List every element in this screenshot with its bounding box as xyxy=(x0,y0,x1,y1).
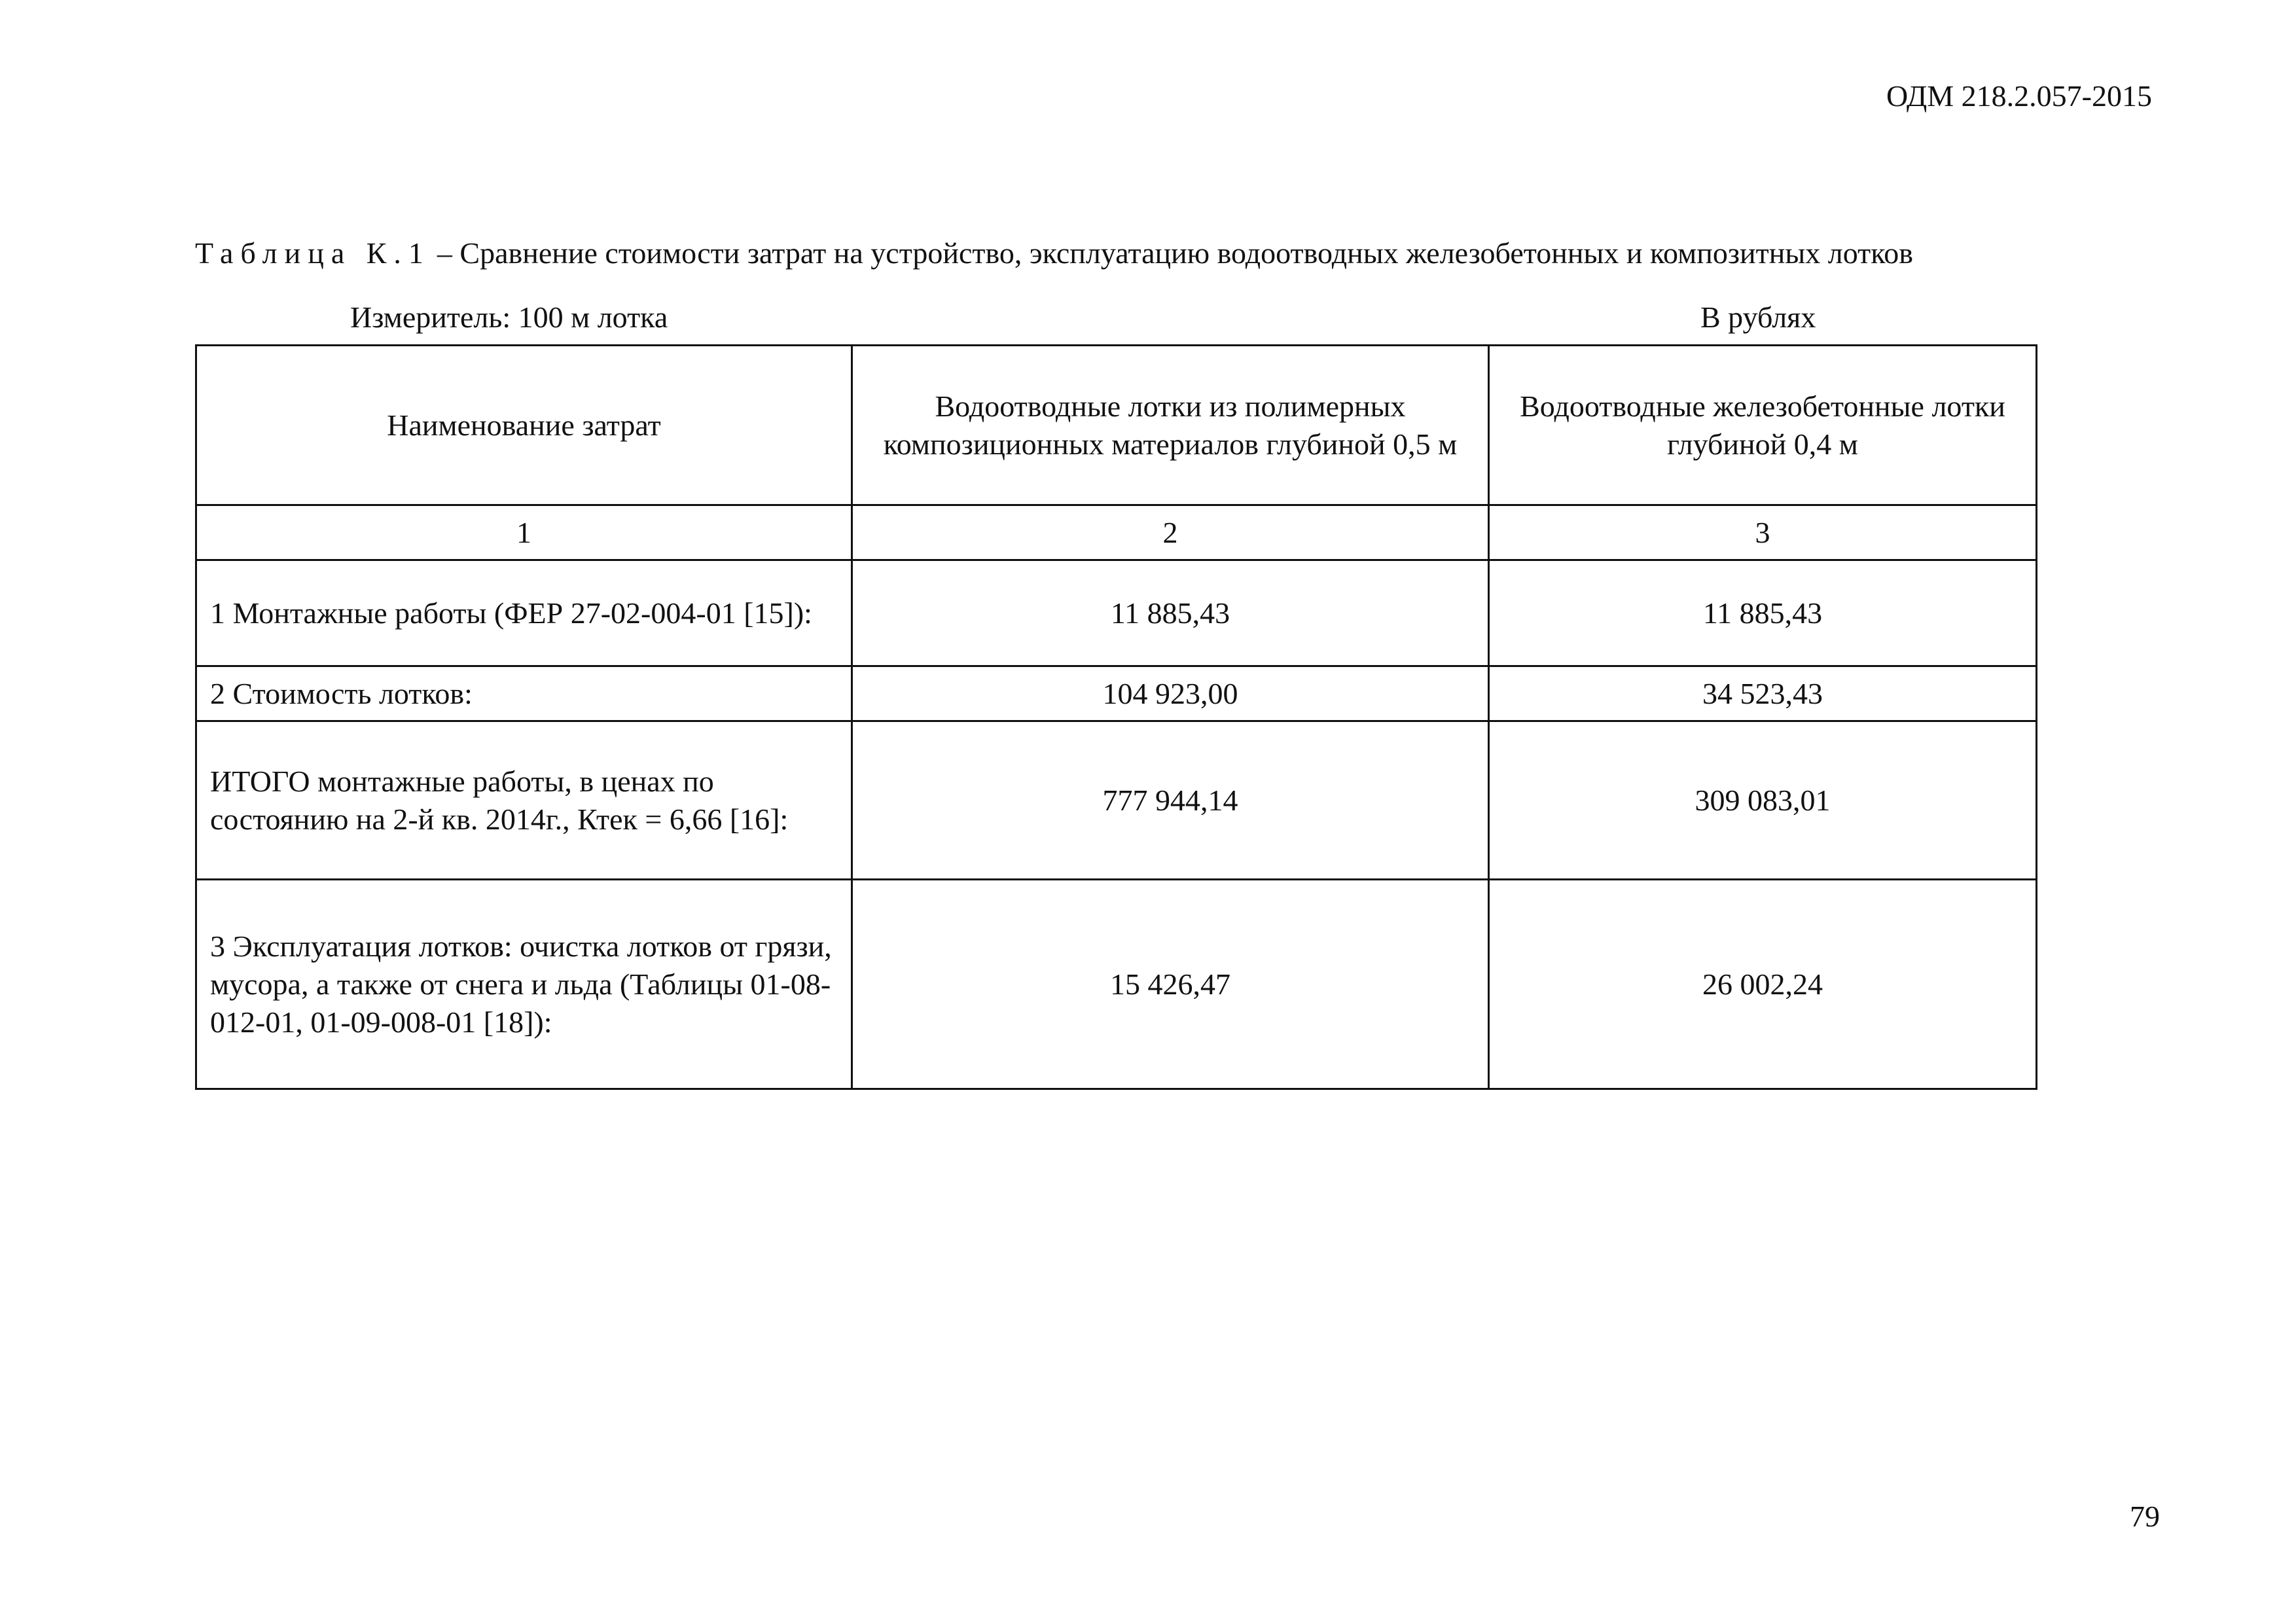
table-header-row xyxy=(196,346,2037,505)
cost-comparison-table xyxy=(195,344,2037,1090)
column-number-row xyxy=(196,505,2037,560)
table-caption-label: Таблица К.1 xyxy=(195,236,431,270)
column-number: 1 xyxy=(196,505,852,560)
composite-value-cell: 11 885,43 xyxy=(852,560,1489,666)
document-code: ОДМ 218.2.057-2015 xyxy=(1886,79,2152,113)
table-row xyxy=(196,880,2037,1089)
currency-note: В рублях xyxy=(1700,300,1816,334)
column-number: 3 xyxy=(1489,505,2037,560)
table-row xyxy=(196,666,2037,721)
table-row xyxy=(196,560,2037,666)
cost-name-cell: ИТОГО монтажные работы, в ценах по состоянию на 2-й кв. 2014г., Ктек = 6,66 [16]: xyxy=(196,721,852,880)
measurement-unit: Измеритель: 100 м лотка xyxy=(350,300,668,334)
cost-name-cell: 3 Эксплуатация лотков: очистка лотков от грязи, мусора, а также от снега и льда (Таблицы 01-08-012-01, 01-09-008-01 [18]): xyxy=(196,880,852,1089)
header-composite-trays: Водоотводные лотки из полимерных композиционных материалов глубиной 0,5 м xyxy=(852,346,1489,505)
table-caption-text: – Сравнение стоимости затрат на устройство, эксплуатацию водоотводных железобетонных и композитных лотков xyxy=(437,236,1913,270)
concrete-value-cell: 11 885,43 xyxy=(1489,560,2037,666)
concrete-value-cell: 26 002,24 xyxy=(1489,880,2037,1089)
page-number: 79 xyxy=(2130,1500,2160,1533)
header-cost-name: Наименование затрат xyxy=(196,346,852,505)
table-caption xyxy=(195,236,1913,270)
column-number: 2 xyxy=(852,505,1489,560)
concrete-value-cell: 34 523,43 xyxy=(1489,666,2037,721)
table-row xyxy=(196,721,2037,880)
cost-name-cell: 2 Стоимость лотков: xyxy=(196,666,852,721)
cost-name-cell: 1 Монтажные работы (ФЕР 27-02-004-01 [15]): xyxy=(196,560,852,666)
header-concrete-trays: Водоотводные железобетонные лотки глубиной 0,4 м xyxy=(1489,346,2037,505)
composite-value-cell: 104 923,00 xyxy=(852,666,1489,721)
concrete-value-cell: 309 083,01 xyxy=(1489,721,2037,880)
composite-value-cell: 777 944,14 xyxy=(852,721,1489,880)
composite-value-cell: 15 426,47 xyxy=(852,880,1489,1089)
